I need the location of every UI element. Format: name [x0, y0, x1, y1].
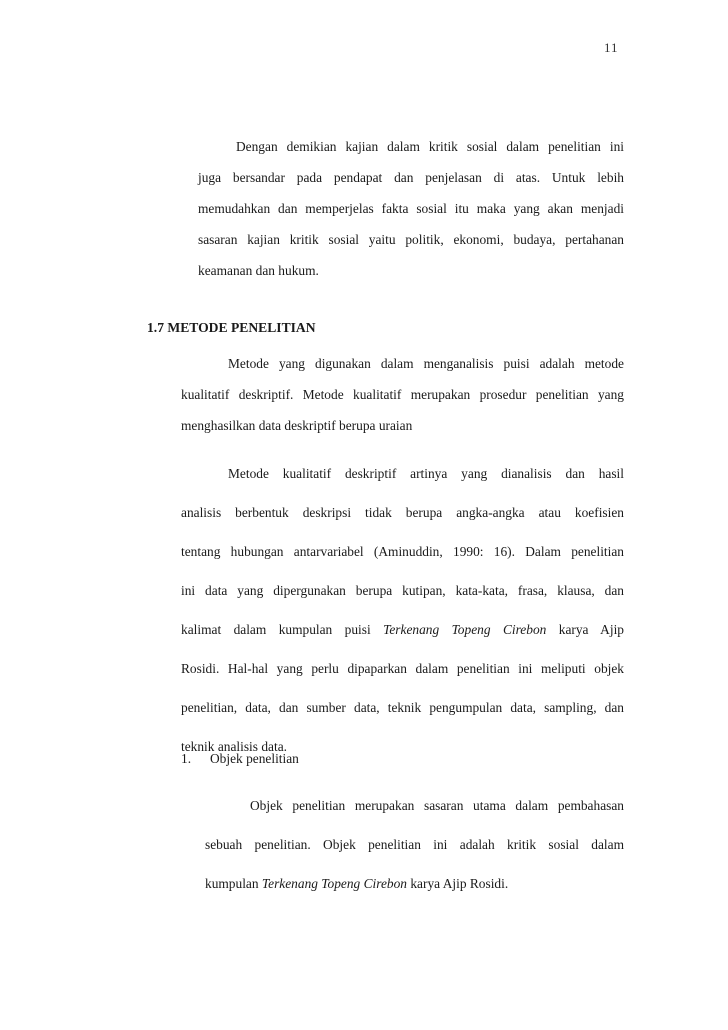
method-paragraph-1: [181, 348, 624, 441]
object-line-3: [205, 868, 624, 899]
book-title: Terkenang Topeng Cirebon: [383, 622, 547, 637]
book-title-2: Terkenang Topeng Cirebon: [261, 876, 407, 891]
method-p2-line-8: teknik analisis data.: [181, 739, 287, 754]
intro-paragraph: [198, 131, 624, 286]
subsection-title: Objek penelitian: [210, 751, 299, 766]
object-line-1: Objek penelitian merupakan sasaran utama dalam pembahasan: [250, 798, 624, 813]
method-p1-line-2: kualitatif deskriptif. Metode kualitatif merupakan prosedur penelitian yang: [181, 387, 624, 402]
intro-line-3: memudahkan dan memperjelas fakta sosial itu maka yang akan menjadi: [198, 201, 624, 216]
object-line-3-after: karya Ajip Rosidi.: [410, 876, 509, 891]
method-p1-line-1: Metode yang digunakan dalam menganalisis puisi adalah metode: [228, 356, 624, 371]
intro-line-1: Dengan demikian kajian dalam kritik sosial dalam penelitian ini: [236, 139, 624, 154]
method-p2-line-5-before: kalimat dalam kumpulan puisi: [181, 622, 371, 637]
method-p2-line-7: penelitian, data, dan sumber data, teknik pengumpulan data, sampling, dan: [181, 700, 624, 715]
intro-line-2: juga bersandar pada pendapat dan penjelasan di atas. Untuk lebih: [198, 170, 624, 185]
method-p2-line-6: Rosidi. Hal-hal yang perlu dipaparkan dalam penelitian ini meliputi objek: [181, 661, 624, 676]
method-p2-line-3: tentang hubungan antarvariabel (Aminuddin, 1990: 16). Dalam penelitian: [181, 544, 624, 559]
object-line-3-before: kumpulan: [205, 876, 259, 891]
method-p1-line-3: menghasilkan data deskriptif berupa uraian: [181, 418, 413, 433]
subsection-heading: [181, 743, 299, 774]
method-p2-line-4: ini data yang dipergunakan berupa kutipan, kata-kata, frasa, klausa, dan: [181, 583, 624, 598]
method-paragraph-2: [181, 458, 624, 762]
intro-line-4: sasaran kajian kritik sosial yaitu politik, ekonomi, budaya, pertahanan: [198, 232, 624, 247]
object-paragraph: [205, 790, 624, 899]
subsection-number: 1.: [181, 751, 192, 766]
method-p2-line-5-after: karya Ajip: [558, 622, 624, 637]
method-p2-line-1: Metode kualitatif deskriptif artinya yang dianalisis dan hasil: [228, 466, 624, 481]
object-line-2: sebuah penelitian. Objek penelitian ini adalah kritik sosial dalam: [205, 837, 624, 852]
page-number: 11: [604, 40, 619, 55]
section-heading: 1.7 METODE PENELITIAN: [147, 320, 316, 335]
intro-line-5: keamanan dan hukum.: [198, 263, 319, 278]
method-p2-line-5: [181, 614, 624, 645]
method-p2-line-2: analisis berbentuk deskripsi tidak berupa angka-angka atau koefisien: [181, 505, 624, 520]
